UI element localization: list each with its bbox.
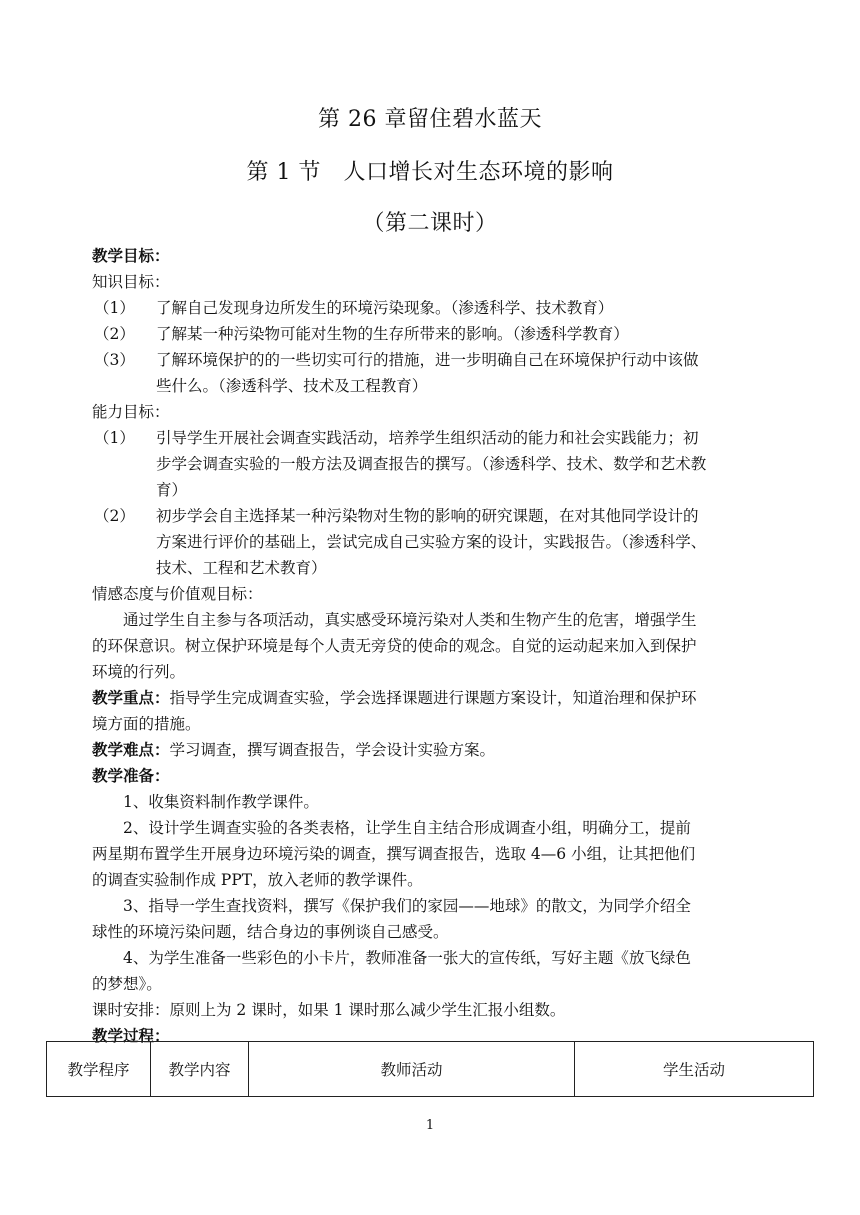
attitude-line: 环境的行列。 — [92, 663, 186, 681]
ability-heading: 能力目标： — [92, 403, 170, 421]
preparation-item — [92, 815, 772, 893]
preparation-line: 3、指导一学生查找资料，撰写《保护我们的家园——地球》的散文，为同学介绍全 — [123, 897, 691, 915]
knowledge-heading: 知识目标： — [92, 273, 170, 291]
lesson-title: （第二课时） — [362, 211, 498, 236]
section-title: 第 1 节 人口增长对生态环境的影响 — [246, 160, 614, 185]
item-text — [156, 321, 772, 347]
schedule-text: 课时安排：原则上为 2 课时，如果 1 课时那么减少学生汇报小组数。 — [92, 1001, 566, 1019]
item-text — [156, 503, 772, 581]
list-item — [92, 347, 772, 399]
list-item — [92, 295, 772, 321]
chapter-title: 第 26 章留住碧水蓝天 — [318, 107, 542, 132]
preparation-item — [92, 945, 772, 997]
column-header: 学生活动 — [575, 1042, 814, 1097]
item-line: 方案进行评价的基础上，尝试完成自己实验方案的设计，实践报告。（渗透科学、 — [156, 533, 707, 551]
item-line: 了解自己发现身边所发生的环境污染现象。（渗透科学、技术教育） — [156, 299, 614, 317]
item-text — [156, 347, 772, 399]
key-points-text-cont: 境方面的措施。 — [92, 715, 201, 733]
item-line: 育） — [156, 481, 188, 499]
item-number: （1） — [94, 429, 135, 447]
item-line: 初步学会自主选择某一种污染物对生物的影响的研究课题，在对其他同学设计的 — [156, 507, 699, 525]
item-number: （2） — [94, 325, 135, 343]
column-header: 教师活动 — [249, 1042, 575, 1097]
item-line: 引导学生开展社会调查实践活动，培养学生组织活动的能力和社会实践能力；初 — [156, 429, 699, 447]
difficulties-text: 学习调查，撰写调查报告，学会设计实验方案。 — [169, 741, 496, 759]
item-line: 技术、工程和艺术教育） — [156, 559, 327, 577]
difficulties-label: 教学难点： — [92, 741, 170, 759]
preparation-item — [92, 893, 772, 945]
item-text — [156, 425, 772, 503]
preparation-line: 1、收集资料制作教学课件。 — [123, 793, 319, 811]
attitude-heading: 情感态度与价值观目标： — [92, 585, 263, 603]
preparation-line: 两星期布置学生开展身边环境污染的调查，撰写调查报告，选取 4—6 小组，让其把他们 — [92, 845, 696, 863]
preparation-heading: 教学准备： — [92, 767, 170, 785]
page-number: 1 — [425, 1118, 435, 1133]
preparation-list — [92, 789, 772, 997]
item-line: 些什么。（渗透科学、技术及工程教育） — [156, 377, 428, 395]
item-line: 了解某一种污染物可能对生物的生存所带来的影响。（渗透科学教育） — [156, 325, 629, 343]
item-number: （3） — [94, 351, 135, 369]
column-header: 教学程序 — [47, 1042, 151, 1097]
attitude-line: 通过学生自主参与各项活动，真实感受环境污染对人类和生物产生的危害，增强学生 — [123, 611, 697, 629]
list-item — [92, 321, 772, 347]
list-item — [92, 503, 772, 581]
column-header: 教学内容 — [151, 1042, 249, 1097]
objectives-heading: 教学目标： — [92, 247, 170, 265]
preparation-line: 4、为学生准备一些彩色的小卡片，教师准备一张大的宣传纸，写好主题《放飞绿色 — [123, 949, 691, 967]
key-points-text: 指导学生完成调查实验，学会选择课题进行课题方案设计，知道治理和保护环 — [169, 689, 697, 707]
preparation-line: 的调查实验制作成 PPT，放入老师的教学课件。 — [92, 871, 423, 889]
ability-list — [92, 425, 772, 581]
attitude-line: 的环保意识。树立保护环境是每个人责无旁贷的使命的观念。自觉的运动起来加入到保护 — [92, 637, 697, 655]
list-item — [92, 425, 772, 503]
lesson-plan-body — [92, 243, 772, 1049]
difficulties — [92, 737, 772, 763]
attitude-paragraph — [92, 607, 772, 685]
knowledge-list — [92, 295, 772, 399]
item-line: 了解环境保护的的一些切实可行的措施，进一步明确自己在环境保护行动中该做 — [156, 351, 699, 369]
item-number: （1） — [94, 299, 135, 317]
item-text — [156, 295, 772, 321]
process-table-header — [47, 1042, 814, 1097]
key-points-label: 教学重点： — [92, 689, 170, 707]
preparation-item — [92, 789, 772, 815]
process-heading: 教学过程： — [92, 1027, 170, 1045]
preparation-line: 球性的环境污染问题，结合身边的事例谈自己感受。 — [92, 923, 449, 941]
preparation-line: 的梦想》。 — [92, 975, 162, 993]
key-points — [92, 685, 772, 737]
item-number: （2） — [94, 507, 135, 525]
preparation-line: 2、设计学生调查实验的各类表格，让学生自主结合形成调查小组，明确分工，提前 — [123, 819, 691, 837]
item-line: 步学会调查实验的一般方法及调查报告的撰写。（渗透科学、技术、数学和艺术教 — [156, 455, 707, 473]
process-table — [46, 1041, 814, 1097]
